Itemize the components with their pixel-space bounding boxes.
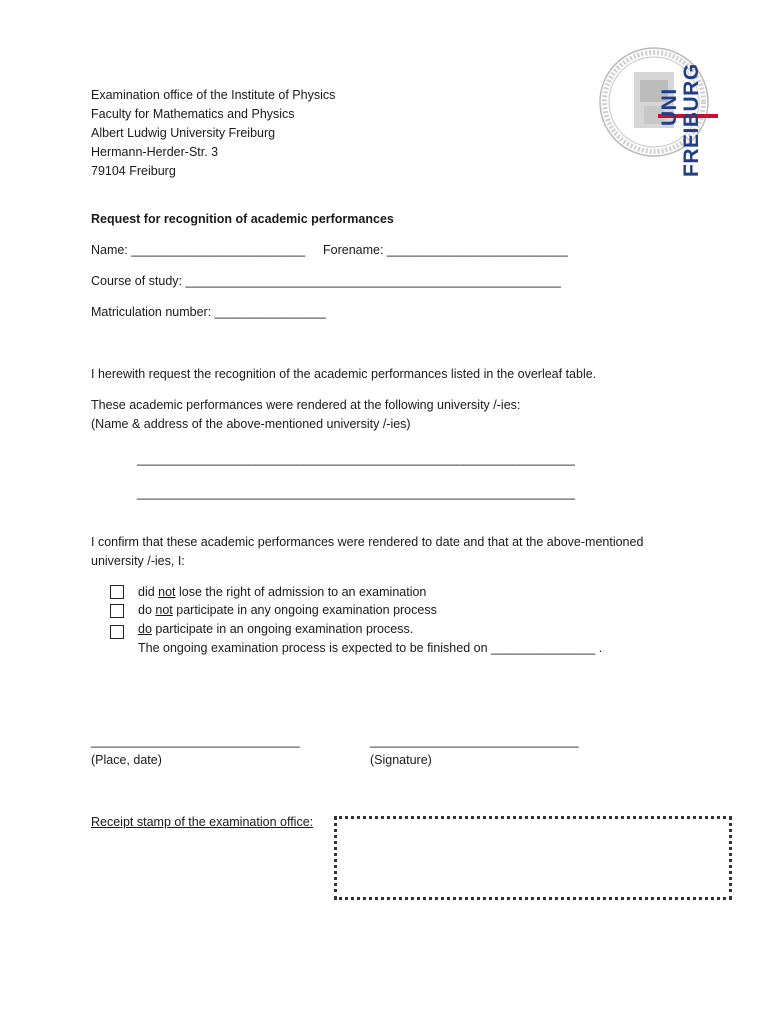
option-participating: do participate in an ongoing examination process. <box>138 622 414 636</box>
course-of-study-field[interactable]: Course of study: ______________________________________________________ <box>91 274 561 288</box>
request-statement: I herewith request the recognition of the academic performances listed in the overleaf table. <box>91 367 597 381</box>
checkbox-participating[interactable] <box>110 625 124 639</box>
confirm-statement: I confirm that these academic performances were rendered to date and that at the above-mentioned <box>91 535 644 549</box>
logo-word-uni: UNI <box>658 88 681 126</box>
receipt-stamp-label: Receipt stamp of the examination office: <box>91 815 314 829</box>
address-line: Hermann-Herder-Str. 3 <box>91 145 219 159</box>
form-title: Request for recognition of academic performances <box>91 212 394 226</box>
rendered-statement: These academic performances were rendered at the following university /-ies: <box>91 398 521 412</box>
address-line: 79104 Freiburg <box>91 164 176 178</box>
expected-finish-field[interactable]: The ongoing examination process is expected to be finished on _______________ . <box>138 641 603 655</box>
address-line: Albert Ludwig University Freiburg <box>91 126 276 140</box>
address-line: Examination office of the Institute of Physics <box>91 88 336 102</box>
rendered-note: (Name & address of the above-mentioned university /-ies) <box>91 417 411 431</box>
option-not-participating: do not participate in any ongoing examination process <box>138 603 437 617</box>
signature-line[interactable]: ______________________________ <box>370 734 579 748</box>
address-block <box>91 86 335 181</box>
university-blank-line[interactable]: _______________________________________________________________ <box>137 486 575 500</box>
receipt-stamp-box <box>334 816 732 900</box>
logo-word-freiburg: FREIBURG <box>680 63 703 177</box>
signature-label: (Signature) <box>370 753 432 767</box>
university-blank-line[interactable]: _______________________________________________________________ <box>137 452 575 466</box>
option-not-lost-admission: did not lose the right of admission to an examination <box>138 585 427 599</box>
university-logo <box>596 46 720 180</box>
forename-field[interactable]: Forename: __________________________ <box>323 243 568 257</box>
matriculation-number-field[interactable]: Matriculation number: ________________ <box>91 305 326 319</box>
place-date-label: (Place, date) <box>91 753 162 767</box>
checkbox-not-participating[interactable] <box>110 604 124 618</box>
place-date-line[interactable]: ______________________________ <box>91 734 300 748</box>
address-line: Faculty for Mathematics and Physics <box>91 107 295 121</box>
name-field[interactable]: Name: _________________________ <box>91 243 306 257</box>
checkbox-not-lost-admission[interactable] <box>110 585 124 599</box>
confirm-statement-cont: university /-ies, I: <box>91 554 185 568</box>
